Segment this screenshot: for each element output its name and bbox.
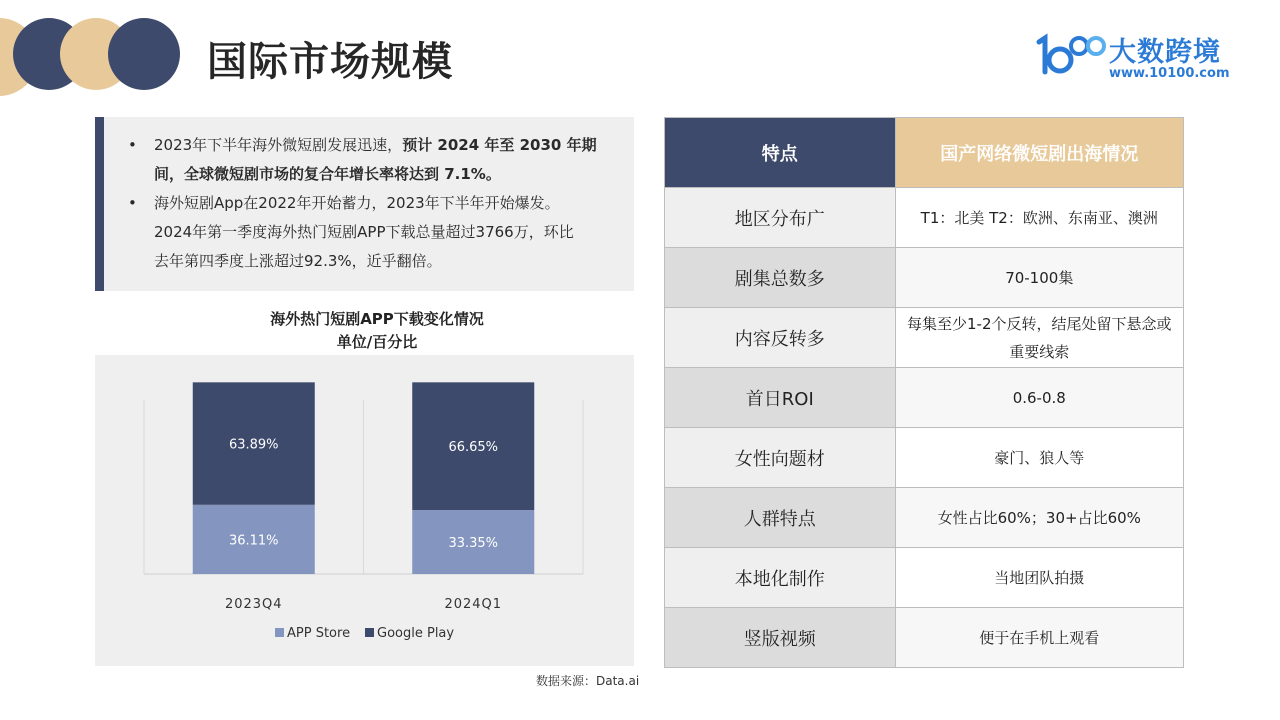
legend-label: APP Store	[287, 626, 351, 641]
table-cell-feature: 女性向题材	[665, 428, 896, 488]
bar-data-label: 33.35%	[448, 536, 499, 552]
table-row	[665, 308, 1184, 368]
table-header-row	[665, 118, 1184, 188]
summary-bullet-2	[122, 189, 620, 276]
download-share-chart	[95, 355, 634, 666]
bar-data-label: 66.65%	[448, 440, 499, 456]
table-row	[665, 188, 1184, 248]
table-header-feature: 特点	[665, 118, 896, 188]
brand-logo	[1033, 28, 1233, 84]
bullet-text-bold: 间，全球微短剧市场的复合年增长率将达到 7.1%。	[154, 165, 501, 183]
data-source-note: 数据来源：Data.ai	[536, 674, 640, 688]
x-tick-label: 2024Q1	[444, 597, 503, 612]
table-cell-feature: 竖版视频	[665, 608, 896, 668]
table-row	[665, 368, 1184, 428]
summary-box	[95, 117, 634, 291]
features-table	[664, 117, 1184, 668]
table-row	[665, 488, 1184, 548]
table-cell-detail: 0.6-0.8	[895, 368, 1183, 428]
table-cell-detail: 豪门、狼人等	[895, 428, 1183, 488]
page-title: 国际市场规模	[207, 39, 453, 85]
bullet-text-bold: 预计 2024 年至 2030 年期	[402, 136, 597, 154]
table-row	[665, 548, 1184, 608]
legend-swatch	[365, 628, 374, 637]
table-cell-detail: 便于在手机上观看	[895, 608, 1183, 668]
brand-mark-icon	[1033, 28, 1109, 80]
chart-subtitle: 单位/百分比	[336, 333, 418, 351]
table-cell-feature: 地区分布广	[665, 188, 896, 248]
decor-circle-navy	[108, 18, 180, 90]
bar-data-label: 63.89%	[228, 437, 279, 453]
legend-label: Google Play	[377, 626, 455, 641]
chart-canvas	[95, 355, 634, 666]
table-cell-feature: 剧集总数多	[665, 248, 896, 308]
bullet-text: 2024年第一季度海外热门短剧APP下载总量超过3766万，环比	[154, 223, 574, 241]
table-cell-detail: 70-100集	[895, 248, 1183, 308]
table-cell-detail: 每集至少1-2个反转，结尾处留下悬念或重要线索	[895, 308, 1183, 368]
table-row	[665, 248, 1184, 308]
table-cell-feature: 人群特点	[665, 488, 896, 548]
brand-url: www.10100.com	[1109, 66, 1230, 81]
table-cell-detail: 当地团队拍摄	[895, 548, 1183, 608]
table-header-detail: 国产网络微短剧出海情况	[895, 118, 1183, 188]
table-cell-detail: 女性占比60%；30+占比60%	[895, 488, 1183, 548]
table-cell-feature: 本地化制作	[665, 548, 896, 608]
table-cell-feature: 内容反转多	[665, 308, 896, 368]
summary-bullet-1	[122, 131, 620, 189]
bar-data-label: 36.11%	[228, 533, 279, 549]
x-tick-label: 2023Q4	[224, 597, 283, 612]
bullet-text: 去年第四季度上涨超过92.3%，近乎翻倍。	[154, 252, 442, 270]
table-cell-feature: 首日ROI	[665, 368, 896, 428]
brand-name: 大数跨境	[1109, 37, 1221, 68]
table-row	[665, 608, 1184, 668]
bullet-text: 海外短剧App在2022年开始蓄力，2023年下半年开始爆发。	[154, 194, 560, 212]
table-row	[665, 428, 1184, 488]
bullet-text: 2023年下半年海外微短剧发展迅速，	[154, 136, 403, 154]
chart-title: 海外热门短剧APP下载变化情况	[270, 310, 484, 328]
legend-swatch	[275, 628, 284, 637]
table-cell-detail: T1：北美 T2：欧洲、东南亚、澳洲	[895, 188, 1183, 248]
